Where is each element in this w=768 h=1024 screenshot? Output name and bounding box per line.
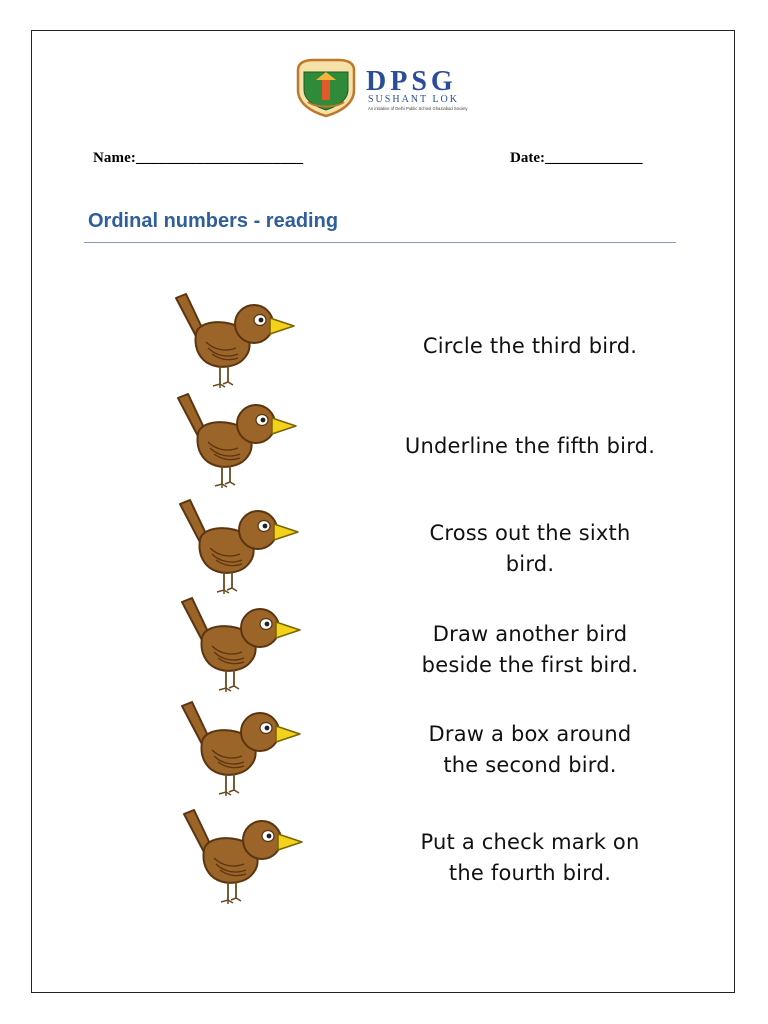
instruction-2: [360, 431, 700, 462]
name-blank[interactable]: ______________________: [135, 150, 304, 166]
date-field[interactable]: [510, 150, 642, 167]
bird-icon-3: [162, 496, 302, 596]
logo-subtitle: SUSHANT LOK: [368, 94, 459, 105]
instruction-2-line1: Underline the fifth bird.: [404, 434, 656, 458]
instruction-3: [360, 518, 700, 580]
bird-icon-1: [158, 290, 298, 390]
instruction-4: [360, 619, 700, 681]
instruction-6: [360, 827, 700, 889]
instruction-1: [360, 331, 700, 362]
instruction-1-line1: Circle the third bird.: [422, 334, 638, 358]
bird-icon-6: [166, 806, 306, 906]
date-label: Date:: [510, 150, 545, 166]
name-field[interactable]: [93, 150, 303, 167]
logo-text: DPSG: [366, 66, 457, 97]
instruction-5-line1: Draw a box around: [428, 722, 632, 746]
bird-icon-4: [164, 594, 304, 694]
instruction-6-line1: Put a check mark on: [420, 830, 640, 854]
instruction-5-line2: the second bird.: [443, 753, 617, 777]
bird-icon-5: [164, 698, 304, 798]
title-divider: [84, 242, 676, 243]
worksheet-title: Ordinal numbers - reading: [88, 210, 339, 232]
instruction-5: [360, 719, 700, 781]
instruction-4-line2: beside the first bird.: [421, 653, 639, 677]
name-label: Name:: [93, 150, 136, 166]
instruction-3-line1: Cross out the sixth: [429, 521, 631, 545]
instruction-3-line2: bird.: [505, 552, 555, 576]
bird-icon-2: [160, 390, 300, 490]
logo-tagline: An initiative of Delhi Public School Ghaziabad Society: [368, 106, 468, 111]
instruction-6-line2: the fourth bird.: [448, 861, 612, 885]
instruction-4-line1: Draw another bird: [432, 622, 628, 646]
school-logo: [294, 58, 494, 118]
crest-icon: [298, 60, 354, 116]
date-blank[interactable]: _____________: [544, 150, 643, 166]
